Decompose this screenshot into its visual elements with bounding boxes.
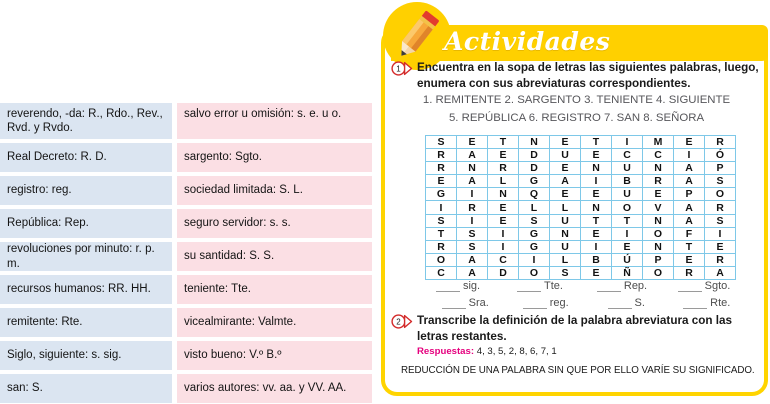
- wordsearch-cell[interactable]: S: [457, 240, 488, 253]
- answer-blank-item[interactable]: [417, 280, 499, 292]
- table-row: visto bueno: V.º B.º: [177, 341, 372, 370]
- wordsearch-cell[interactable]: I: [612, 136, 643, 149]
- table-row: sargento: Sgto.: [177, 143, 372, 172]
- wordsearch-cell[interactable]: O: [612, 201, 643, 214]
- wordsearch-cell[interactable]: N: [457, 162, 488, 175]
- wordsearch-row: [426, 162, 736, 175]
- table-row: vicealmirante: Valmte.: [177, 308, 372, 337]
- blank-line[interactable]: [517, 280, 541, 292]
- table-row: varios autores: vv. aa. y VV. AA.: [177, 374, 372, 403]
- wordsearch-cell[interactable]: A: [674, 162, 705, 175]
- wordsearch-cell[interactable]: B: [581, 253, 612, 266]
- task-1-words-line-2: 5. REPÚBLICA 6. REGISTRO 7. SAN 8. SEÑORA: [448, 111, 705, 124]
- wordsearch-cell[interactable]: E: [674, 136, 705, 149]
- wordsearch-row: [426, 240, 736, 253]
- wordsearch-cell[interactable]: V: [643, 201, 674, 214]
- answer-blank-label: S.: [634, 297, 645, 309]
- wordsearch-cell[interactable]: A: [705, 266, 736, 279]
- wordsearch-cell[interactable]: I: [581, 240, 612, 253]
- wordsearch-cell[interactable]: N: [581, 162, 612, 175]
- wordsearch-cell[interactable]: G: [426, 188, 457, 201]
- wordsearch-cell[interactable]: R: [705, 201, 736, 214]
- wordsearch-cell[interactable]: N: [581, 201, 612, 214]
- wordsearch-cell[interactable]: Q: [519, 188, 550, 201]
- wordsearch-cell[interactable]: T: [581, 214, 612, 227]
- final-answer-text: REDUCCIÓN DE UNA PALABRA SIN QUE POR ELLO VARÍE SU SIGNIFICADO.: [401, 365, 755, 376]
- task-2-text: Transcribe la definición de la palabra abreviatura con las letras restantes.: [417, 314, 733, 343]
- table-row: Siglo, siguiente: s. sig.: [0, 341, 172, 370]
- abbreviation-column-blue: [0, 103, 172, 403]
- wordsearch-cell[interactable]: A: [550, 175, 581, 188]
- wordsearch-cell[interactable]: S: [457, 227, 488, 240]
- wordsearch-cell[interactable]: E: [488, 149, 519, 162]
- wordsearch-cell[interactable]: I: [457, 188, 488, 201]
- wordsearch-cell[interactable]: F: [674, 227, 705, 240]
- wordsearch-cell[interactable]: E: [488, 214, 519, 227]
- wordsearch-cell[interactable]: G: [519, 227, 550, 240]
- respuestas-line: [417, 346, 760, 357]
- wordsearch-cell[interactable]: P: [643, 253, 674, 266]
- table-row: reverendo, -da: R., Rdo., Rev., Rvd. y Rvdo.: [0, 103, 172, 139]
- wordsearch-cell[interactable]: S: [705, 214, 736, 227]
- wordsearch-cell[interactable]: E: [550, 188, 581, 201]
- wordsearch-cell[interactable]: U: [550, 149, 581, 162]
- wordsearch-cell[interactable]: G: [519, 175, 550, 188]
- wordsearch-cell[interactable]: S: [426, 136, 457, 149]
- wordsearch-cell[interactable]: C: [426, 266, 457, 279]
- wordsearch-cell[interactable]: A: [457, 253, 488, 266]
- answer-blank-label: Tte.: [544, 280, 563, 292]
- wordsearch-cell[interactable]: A: [674, 214, 705, 227]
- wordsearch-cell[interactable]: D: [488, 266, 519, 279]
- wordsearch-row: [426, 266, 736, 279]
- wordsearch-cell[interactable]: E: [674, 253, 705, 266]
- wordsearch-cell[interactable]: I: [457, 214, 488, 227]
- wordsearch-cell[interactable]: E: [550, 162, 581, 175]
- wordsearch-cell[interactable]: E: [643, 188, 674, 201]
- wordsearch-cell[interactable]: N: [550, 227, 581, 240]
- answer-blank-item[interactable]: [506, 297, 587, 309]
- wordsearch-cell[interactable]: I: [519, 253, 550, 266]
- wordsearch-cell[interactable]: P: [674, 188, 705, 201]
- page-title: Actividades: [444, 27, 611, 56]
- table-row: teniente: Tte.: [177, 275, 372, 304]
- wordsearch-cell[interactable]: S: [426, 214, 457, 227]
- wordsearch-cell[interactable]: L: [550, 253, 581, 266]
- table-row: República: Rep.: [0, 209, 172, 238]
- wordsearch-cell[interactable]: S: [705, 175, 736, 188]
- answer-blank-item[interactable]: [663, 280, 745, 292]
- wordsearch-cell[interactable]: I: [581, 175, 612, 188]
- wordsearch-cell[interactable]: I: [612, 227, 643, 240]
- blank-line[interactable]: [442, 297, 466, 309]
- wordsearch-cell[interactable]: G: [519, 240, 550, 253]
- wordsearch-cell[interactable]: I: [488, 227, 519, 240]
- task-1: [391, 60, 760, 126]
- answer-blank-item[interactable]: [499, 280, 581, 292]
- table-row: seguro servidor: s. s.: [177, 209, 372, 238]
- table-row: registro: reg.: [0, 176, 172, 205]
- answer-blank-row-1: [417, 280, 747, 292]
- wordsearch-cell[interactable]: I: [426, 201, 457, 214]
- wordsearch-cell[interactable]: T: [674, 240, 705, 253]
- wordsearch-cell[interactable]: P: [705, 162, 736, 175]
- wordsearch-cell[interactable]: E: [612, 240, 643, 253]
- task-1-text: Encuentra en la sopa de letras las siguientes palabras, luego, enumera con sus abreviaturas correspondientes.: [417, 61, 759, 90]
- wordsearch-cell[interactable]: E: [581, 149, 612, 162]
- answer-blank-item[interactable]: [425, 297, 506, 309]
- answer-blank-label: sig.: [462, 280, 481, 292]
- wordsearch-row: [426, 136, 736, 149]
- wordsearch-cell[interactable]: A: [457, 266, 488, 279]
- wordsearch-cell[interactable]: I: [488, 240, 519, 253]
- table-row: salvo error u omisión: s. e. u o.: [177, 103, 372, 139]
- wordsearch-cell[interactable]: N: [643, 162, 674, 175]
- table-row: revoluciones por minuto: r. p. m.: [0, 242, 172, 271]
- wordsearch-cell[interactable]: C: [488, 253, 519, 266]
- wordsearch-cell[interactable]: O: [643, 227, 674, 240]
- wordsearch-cell[interactable]: R: [705, 253, 736, 266]
- wordsearch-body: [426, 136, 736, 280]
- wordsearch-row: [426, 175, 736, 188]
- wordsearch-row: [426, 214, 736, 227]
- blank-line[interactable]: [523, 297, 547, 309]
- table-row: Real Decreto: R. D.: [0, 143, 172, 172]
- blank-line[interactable]: [678, 280, 702, 292]
- table-row: su santidad: S. S.: [177, 242, 372, 271]
- task-1-number-badge: [391, 61, 413, 76]
- wordsearch-cell[interactable]: E: [426, 175, 457, 188]
- wordsearch-cell[interactable]: E: [581, 188, 612, 201]
- wordsearch-cell[interactable]: C: [612, 149, 643, 162]
- wordsearch-cell[interactable]: T: [612, 214, 643, 227]
- wordsearch-cell[interactable]: S: [550, 266, 581, 279]
- pencil-icon: [389, 6, 445, 64]
- abbreviation-table: [0, 103, 372, 403]
- wordsearch-row: [426, 188, 736, 201]
- wordsearch-cell[interactable]: R: [674, 266, 705, 279]
- wordsearch-cell[interactable]: T: [426, 227, 457, 240]
- wordsearch-cell[interactable]: E: [488, 201, 519, 214]
- answer-blank-label: Sgto.: [704, 280, 731, 292]
- answer-blank-item[interactable]: [586, 297, 667, 309]
- blank-line[interactable]: [436, 280, 460, 292]
- answer-blank-item[interactable]: [667, 297, 748, 309]
- wordsearch-cell[interactable]: A: [457, 149, 488, 162]
- wordsearch-cell[interactable]: N: [643, 240, 674, 253]
- answer-blank-item[interactable]: [581, 280, 663, 292]
- wordsearch-cell[interactable]: E: [550, 136, 581, 149]
- wordsearch-cell[interactable]: C: [643, 149, 674, 162]
- wordsearch-row: [426, 149, 736, 162]
- answer-blank-label: reg.: [549, 297, 569, 309]
- wordsearch-cell[interactable]: D: [519, 162, 550, 175]
- wordsearch-cell[interactable]: R: [705, 136, 736, 149]
- svg-text:1: 1: [396, 64, 401, 74]
- wordsearch-cell[interactable]: N: [519, 136, 550, 149]
- table-row: remitente: Rte.: [0, 308, 172, 337]
- wordsearch-cell[interactable]: M: [643, 136, 674, 149]
- wordsearch-cell[interactable]: S: [519, 214, 550, 227]
- wordsearch-cell[interactable]: O: [705, 188, 736, 201]
- wordsearch-cell[interactable]: T: [488, 136, 519, 149]
- wordsearch-cell[interactable]: Ñ: [612, 266, 643, 279]
- blank-line[interactable]: [597, 280, 621, 292]
- table-row: san: S.: [0, 374, 172, 403]
- blank-line[interactable]: [683, 297, 707, 309]
- wordsearch-cell[interactable]: A: [674, 175, 705, 188]
- svg-text:2: 2: [396, 317, 401, 327]
- answer-blanks: [417, 280, 747, 314]
- wordsearch-cell[interactable]: R: [426, 149, 457, 162]
- wordsearch-cell[interactable]: N: [643, 214, 674, 227]
- activities-panel: [381, 2, 768, 400]
- wordsearch-row: [426, 201, 736, 214]
- wordsearch-cell[interactable]: R: [426, 240, 457, 253]
- wordsearch-cell[interactable]: N: [488, 188, 519, 201]
- wordsearch-cell[interactable]: B: [612, 175, 643, 188]
- table-row: recursos humanos: RR. HH.: [0, 275, 172, 304]
- wordsearch-cell[interactable]: R: [643, 175, 674, 188]
- wordsearch-cell[interactable]: L: [550, 201, 581, 214]
- blank-line[interactable]: [608, 297, 632, 309]
- wordsearch-cell[interactable]: D: [519, 149, 550, 162]
- wordsearch-cell[interactable]: E: [581, 227, 612, 240]
- wordsearch-cell[interactable]: R: [457, 201, 488, 214]
- answer-blank-label: Rte.: [710, 297, 731, 309]
- wordsearch-cell[interactable]: Ú: [612, 253, 643, 266]
- wordsearch-cell[interactable]: T: [581, 136, 612, 149]
- respuestas-label: Respuestas:: [417, 346, 475, 358]
- wordsearch-cell[interactable]: L: [519, 201, 550, 214]
- wordsearch-cell[interactable]: U: [550, 240, 581, 253]
- wordsearch-cell[interactable]: A: [457, 175, 488, 188]
- wordsearch-cell[interactable]: R: [488, 162, 519, 175]
- wordsearch-cell[interactable]: O: [643, 266, 674, 279]
- task-1-words-line-1: 1. REMITENTE 2. SARGENTO 3. TENIENTE 4. SIGUIENTE: [422, 94, 731, 107]
- table-row: sociedad limitada: S. L.: [177, 176, 372, 205]
- wordsearch-cell[interactable]: E: [705, 240, 736, 253]
- wordsearch-cell[interactable]: A: [674, 201, 705, 214]
- task-2: [391, 313, 760, 357]
- wordsearch-cell[interactable]: Ó: [705, 149, 736, 162]
- wordsearch-cell[interactable]: I: [705, 227, 736, 240]
- wordsearch-row: [426, 227, 736, 240]
- answer-blank-label: Rep.: [623, 280, 648, 292]
- respuestas-values: 4, 3, 5, 2, 8, 6, 7, 1: [474, 346, 557, 358]
- wordsearch-cell[interactable]: U: [550, 214, 581, 227]
- abbreviation-column-pink: [177, 103, 372, 403]
- task-2-number-badge: [391, 314, 413, 329]
- wordsearch-row: [426, 253, 736, 266]
- wordsearch-cell[interactable]: E: [581, 266, 612, 279]
- wordsearch-cell[interactable]: E: [457, 136, 488, 149]
- wordsearch-cell[interactable]: U: [612, 162, 643, 175]
- wordsearch-cell[interactable]: O: [519, 266, 550, 279]
- wordsearch-cell[interactable]: R: [426, 162, 457, 175]
- wordsearch-cell[interactable]: L: [488, 175, 519, 188]
- answer-blank-label: Sra.: [468, 297, 489, 309]
- answer-blank-row-2: [417, 297, 747, 309]
- wordsearch-cell[interactable]: U: [612, 188, 643, 201]
- wordsearch-grid[interactable]: [425, 135, 736, 280]
- wordsearch-cell[interactable]: O: [426, 253, 457, 266]
- wordsearch-cell[interactable]: I: [674, 149, 705, 162]
